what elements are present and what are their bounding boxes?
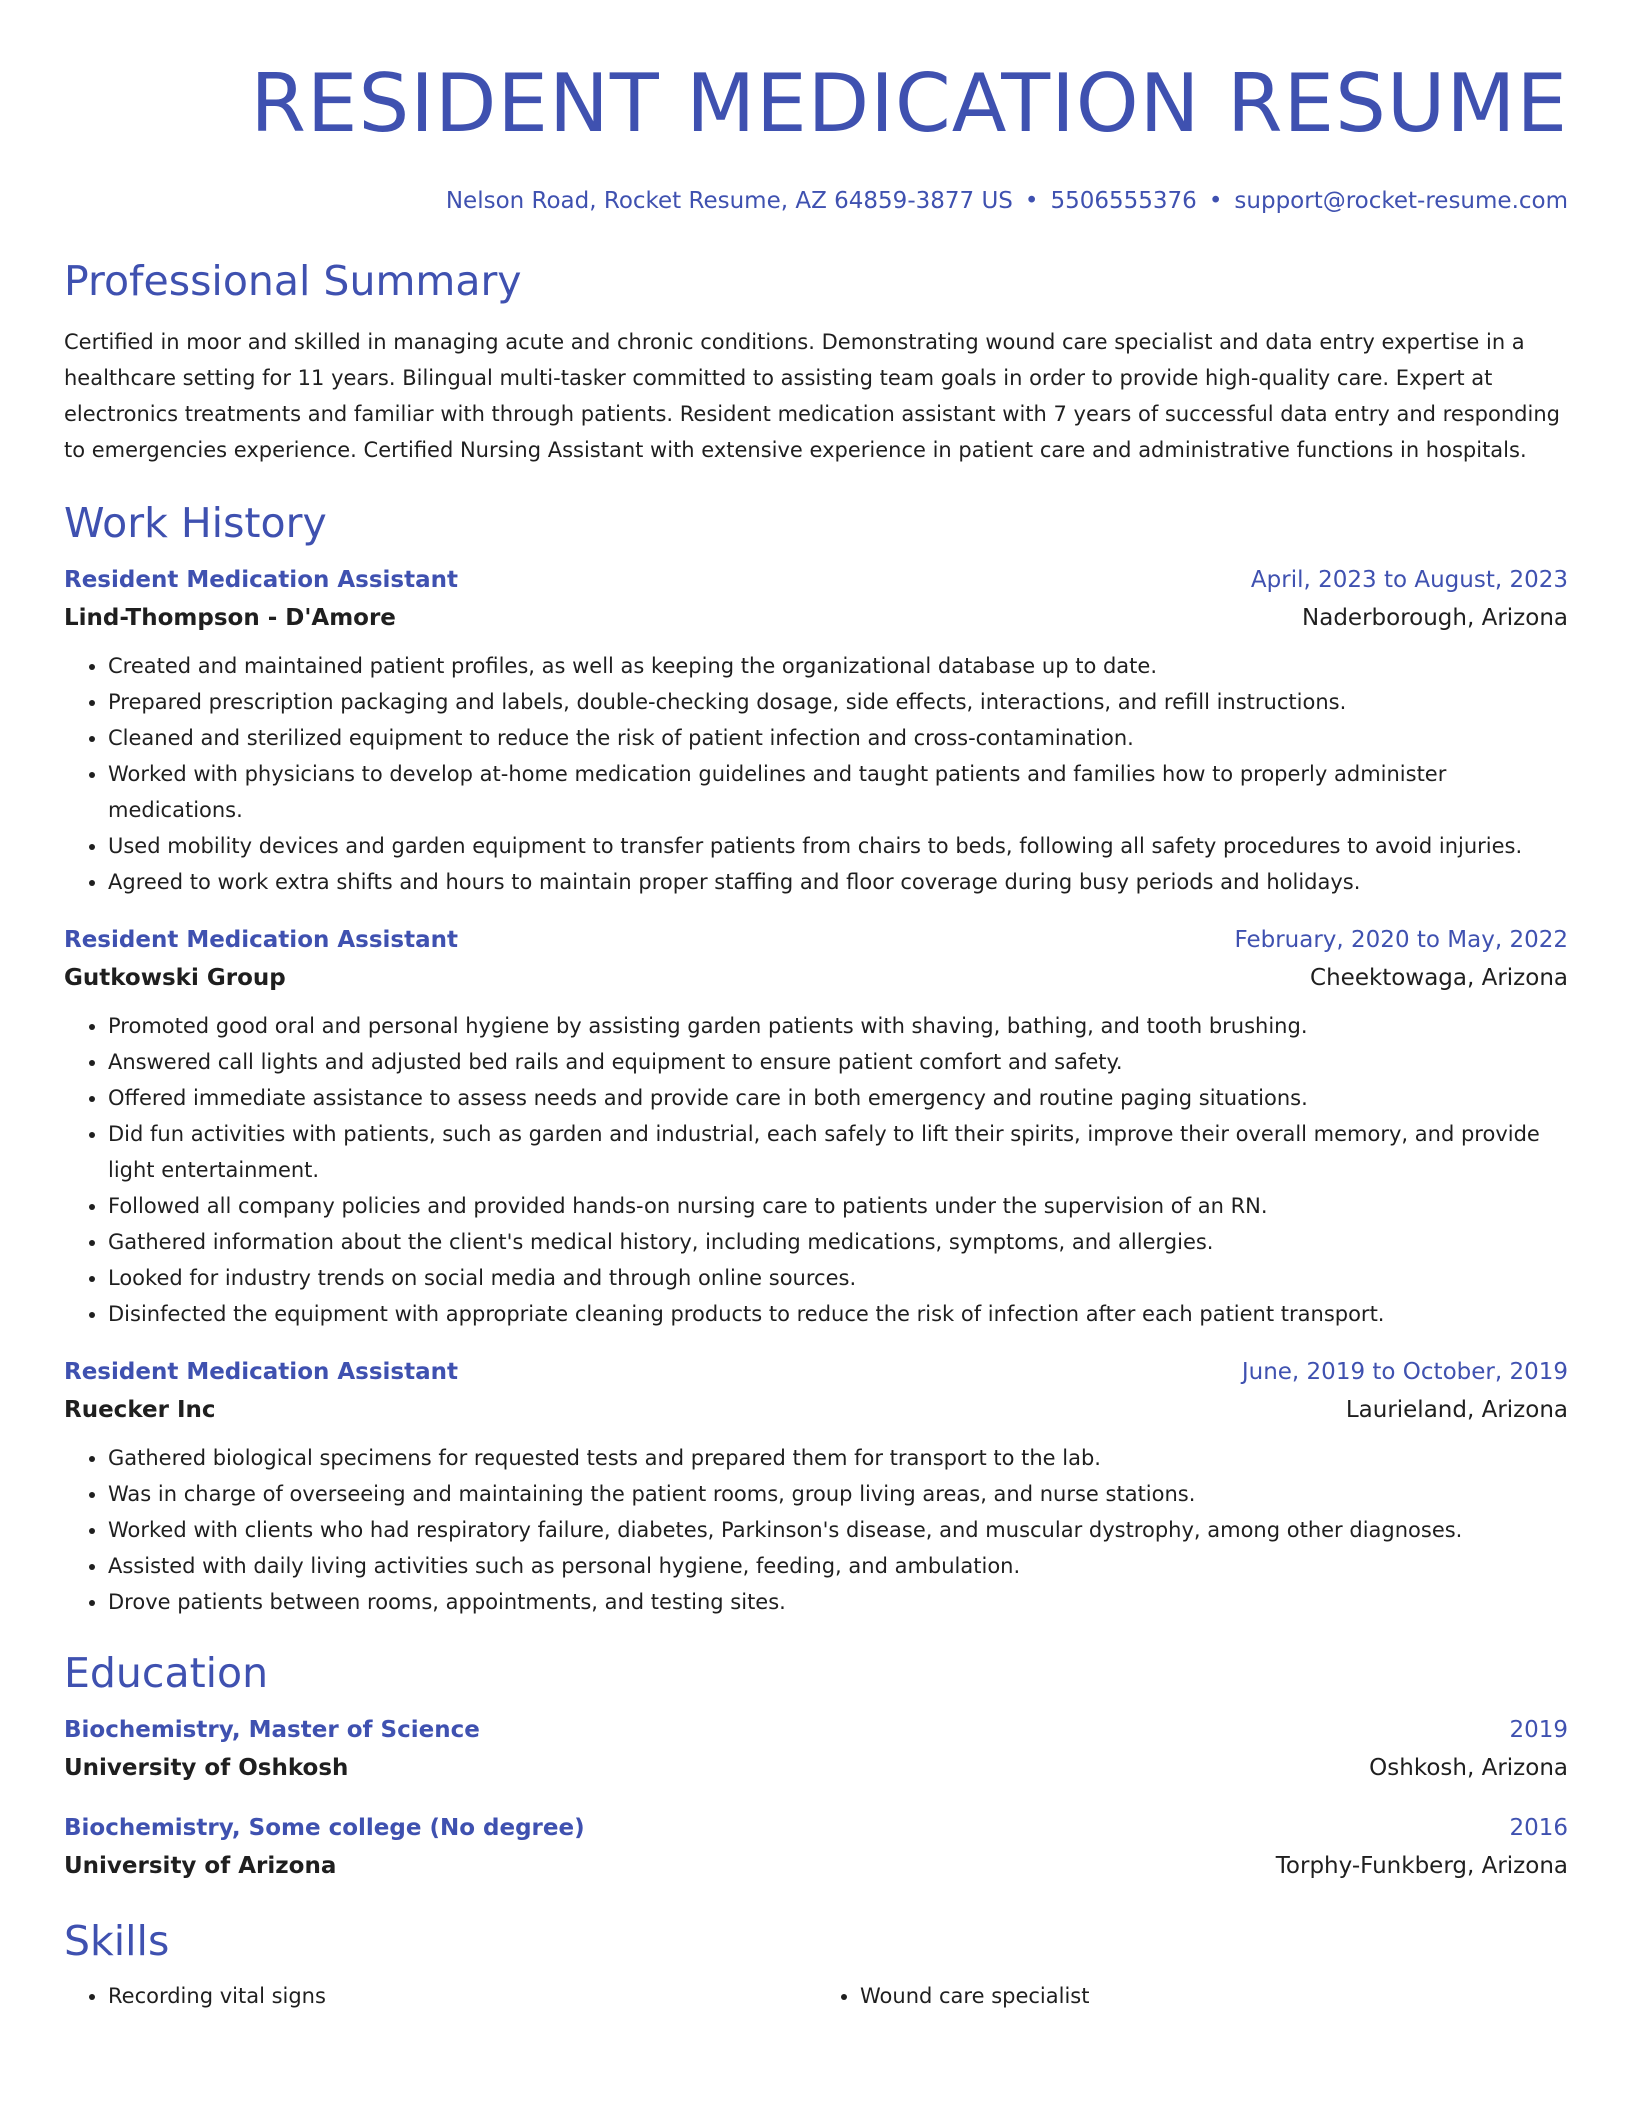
job-location: Cheektowaga, Arizona [1310, 965, 1568, 991]
work-history-heading: Work History [64, 499, 327, 547]
education-year: 2016 [1509, 1815, 1568, 1841]
job-title: Resident Medication Assistant [64, 927, 459, 953]
education-heading: Education [64, 1649, 269, 1697]
job-duty: • Worked with clients who had respiratory failure, diabetes, Parkinson's disease, and muscular dystrophy, among other diagnoses. [108, 1512, 1568, 1548]
education-degree: Biochemistry, Some college (No degree) [64, 1815, 585, 1841]
skills-list-right [816, 1978, 1568, 2014]
education-school: University of Arizona [64, 1853, 337, 1879]
job-entry [64, 922, 1568, 1332]
job-header-row [64, 562, 1568, 598]
job-duty: • Worked with physicians to develop at-home medication guidelines and taught patients and families how to properly administer medications. [108, 756, 1568, 828]
contact-separator: • [1208, 188, 1223, 214]
job-duty: • Disinfected the equipment with appropriate cleaning products to reduce the risk of infection after each patient transport. [108, 1296, 1568, 1332]
job-dates: April, 2023 to August, 2023 [1250, 567, 1568, 593]
education-entry [64, 1712, 1568, 1788]
job-duty: • Followed all company policies and provided hands-on nursing care to patients under the supervision of an RN. [108, 1188, 1568, 1224]
job-header-row [64, 1354, 1568, 1390]
job-entry [64, 1354, 1568, 1620]
education-school: University of Oshkosh [64, 1755, 349, 1781]
contact-separator: • [1024, 188, 1039, 214]
job-duties-list [64, 1008, 1568, 1332]
job-employer-row [64, 1390, 1568, 1430]
summary-text: Certified in moor and skilled in managing acute and chronic conditions. Demonstrating wound care specialist and data entry expertise in a healthcare setting for 11 years. Bilingual multi-tasker committed to assisting team goals in order to provide high-quality care. Expert at electronics treatments and familiar with through patients. Resident medication assistant with 7 years of successful data entry and responding to emergencies experience. Certified Nursing Assistant with extensive experience in patient care and administrative functions in hospitals. [64, 330, 1560, 462]
job-entry [64, 562, 1568, 900]
job-dates: February, 2020 to May, 2022 [1234, 927, 1568, 953]
contact-email[interactable]: support@rocket-resume.com [1234, 188, 1568, 214]
education-year: 2019 [1509, 1717, 1568, 1743]
job-duty: • Created and maintained patient profiles, as well as keeping the organizational database up to date. [108, 648, 1568, 684]
education-location: Oshkosh, Arizona [1369, 1755, 1568, 1781]
job-duties-list [64, 648, 1568, 900]
education-header-row [64, 1712, 1568, 1748]
job-employer-row [64, 598, 1568, 638]
job-employer: Lind-Thompson - D'Amore [64, 605, 396, 631]
job-employer-row [64, 958, 1568, 998]
contact-phone[interactable]: 5506555376 [1050, 188, 1197, 214]
skills-list-left [64, 1978, 816, 2014]
resume-title: RESIDENT MEDICATION RESUME [250, 57, 1568, 150]
job-duty: • Was in charge of overseeing and maintaining the patient rooms, group living areas, and nurse stations. [108, 1476, 1568, 1512]
job-location: Naderborough, Arizona [1302, 605, 1568, 631]
job-duty: • Answered call lights and adjusted bed rails and equipment to ensure patient comfort and safety. [108, 1044, 1568, 1080]
job-employer: Gutkowski Group [64, 965, 286, 991]
job-duty: • Drove patients between rooms, appointments, and testing sites. [108, 1584, 1568, 1620]
education-location: Torphy-Funkberg, Arizona [1275, 1853, 1568, 1879]
job-duty: • Cleaned and sterilized equipment to reduce the risk of patient infection and cross-contamination. [108, 720, 1568, 756]
contact-address: Nelson Road, Rocket Resume, AZ 64859-3877 US [445, 188, 1013, 214]
skills-grid [64, 1978, 1568, 2014]
job-dates: June, 2019 to October, 2019 [1241, 1359, 1568, 1385]
job-title: Resident Medication Assistant [64, 1359, 459, 1385]
job-duty: • Agreed to work extra shifts and hours to maintain proper staffing and floor coverage during busy periods and holidays. [108, 864, 1568, 900]
job-duty: • Promoted good oral and personal hygiene by assisting garden patients with shaving, bathing, and tooth brushing. [108, 1008, 1568, 1044]
education-header-row [64, 1810, 1568, 1846]
job-duty: • Looked for industry trends on social media and through online sources. [108, 1260, 1568, 1296]
job-duty: • Did fun activities with patients, such as garden and industrial, each safely to lift their spirits, improve their overall memory, and provide light entertainment. [108, 1116, 1568, 1188]
contact-line [64, 186, 1568, 216]
job-duty: • Used mobility devices and garden equipment to transfer patients from chairs to beds, following all safety procedures to avoid injuries. [108, 828, 1568, 864]
skill-item: • Recording vital signs [108, 1978, 816, 2014]
education-degree: Biochemistry, Master of Science [64, 1717, 480, 1743]
job-location: Laurieland, Arizona [1345, 1397, 1568, 1423]
education-school-row [64, 1846, 1568, 1886]
summary-heading: Professional Summary [64, 257, 522, 305]
job-duty: • Gathered biological specimens for requested tests and prepared them for transport to the lab. [108, 1440, 1568, 1476]
education-entry [64, 1810, 1568, 1886]
job-header-row [64, 922, 1568, 958]
skills-heading: Skills [64, 1917, 170, 1965]
skill-item: • Wound care specialist [860, 1978, 1568, 2014]
job-duties-list [64, 1440, 1568, 1620]
job-title: Resident Medication Assistant [64, 567, 459, 593]
job-duty: • Offered immediate assistance to assess needs and provide care in both emergency and routine paging situations. [108, 1080, 1568, 1116]
education-school-row [64, 1748, 1568, 1788]
job-duty: • Gathered information about the client's medical history, including medications, symptoms, and allergies. [108, 1224, 1568, 1260]
job-duty: • Prepared prescription packaging and labels, double-checking dosage, side effects, interactions, and refill instructions. [108, 684, 1568, 720]
job-duty: • Assisted with daily living activities such as personal hygiene, feeding, and ambulation. [108, 1548, 1568, 1584]
job-employer: Ruecker Inc [64, 1397, 216, 1423]
